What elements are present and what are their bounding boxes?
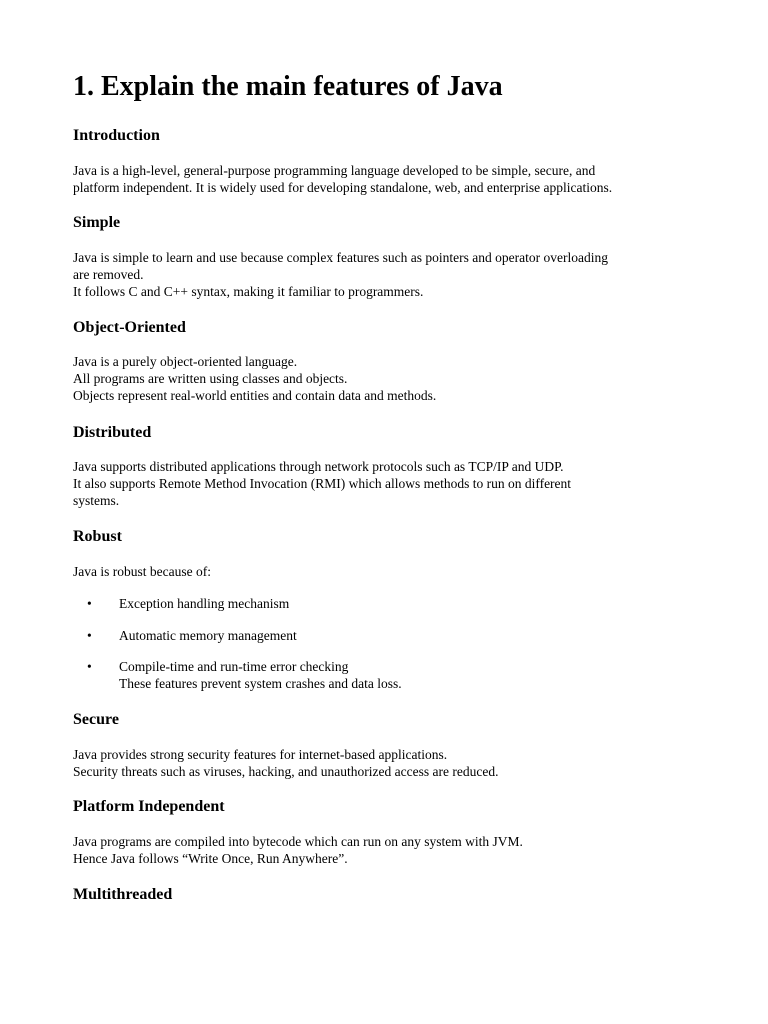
section-heading: Secure — [73, 711, 119, 728]
section-heading: Introduction — [73, 127, 160, 144]
section-body: Java is robust because of: — [73, 564, 211, 579]
section-heading: Multithreaded — [73, 886, 173, 903]
section-distributed — [73, 423, 703, 508]
section-object-oriented — [73, 318, 703, 403]
list-item-text: Compile-time and run-time error checking These features prevent system crashes and data loss. — [119, 659, 402, 691]
section-robust — [73, 527, 703, 691]
page-title: 1. Explain the main features of Java — [73, 71, 503, 102]
section-heading: Object-Oriented — [73, 319, 186, 336]
section-body: Java supports distributed applications through network protocols such as TCP/IP and UDP. It also supports Remote Method Invocation (RMI) which allows methods to run on different systems. — [73, 459, 572, 508]
section-body: Java is a purely object-oriented language. All programs are written using classes and objects. Objects represent real-world entities and contain data and methods. — [73, 354, 437, 403]
list-item-text: Exception handling mechanism — [119, 596, 290, 611]
section-introduction — [73, 126, 703, 195]
bullet-marker: • — [87, 596, 92, 611]
section-heading: Distributed — [73, 424, 152, 441]
bullet-marker: • — [87, 659, 92, 674]
section-heading: Platform Independent — [73, 798, 225, 815]
document-page — [73, 68, 703, 903]
bullet-marker: • — [87, 628, 92, 643]
section-heading: Simple — [73, 214, 121, 231]
section-multithreaded — [73, 885, 703, 905]
section-heading: Robust — [73, 528, 122, 545]
section-simple — [73, 213, 703, 299]
section-body: Java is simple to learn and use because complex features such as pointers and operator overloading are removed. It follows C and C++ syntax, making it familiar to programmers. — [73, 250, 608, 299]
section-body: Java programs are compiled into bytecode which can run on any system with JVM. Hence Java follows “Write Once, Run Anywhere”. — [73, 834, 523, 866]
section-body: Java provides strong security features for internet-based applications. Security threats such as viruses, hacking, and unauthorized access are reduced. — [73, 747, 499, 779]
section-platform-independent — [73, 797, 703, 866]
list-item-text: Automatic memory management — [119, 628, 297, 643]
section-body: Java is a high-level, general-purpose programming language developed to be simple, secure, and platform independent. It is widely used for developing standalone, web, and enterprise applications. — [73, 163, 613, 195]
section-secure — [73, 710, 703, 779]
